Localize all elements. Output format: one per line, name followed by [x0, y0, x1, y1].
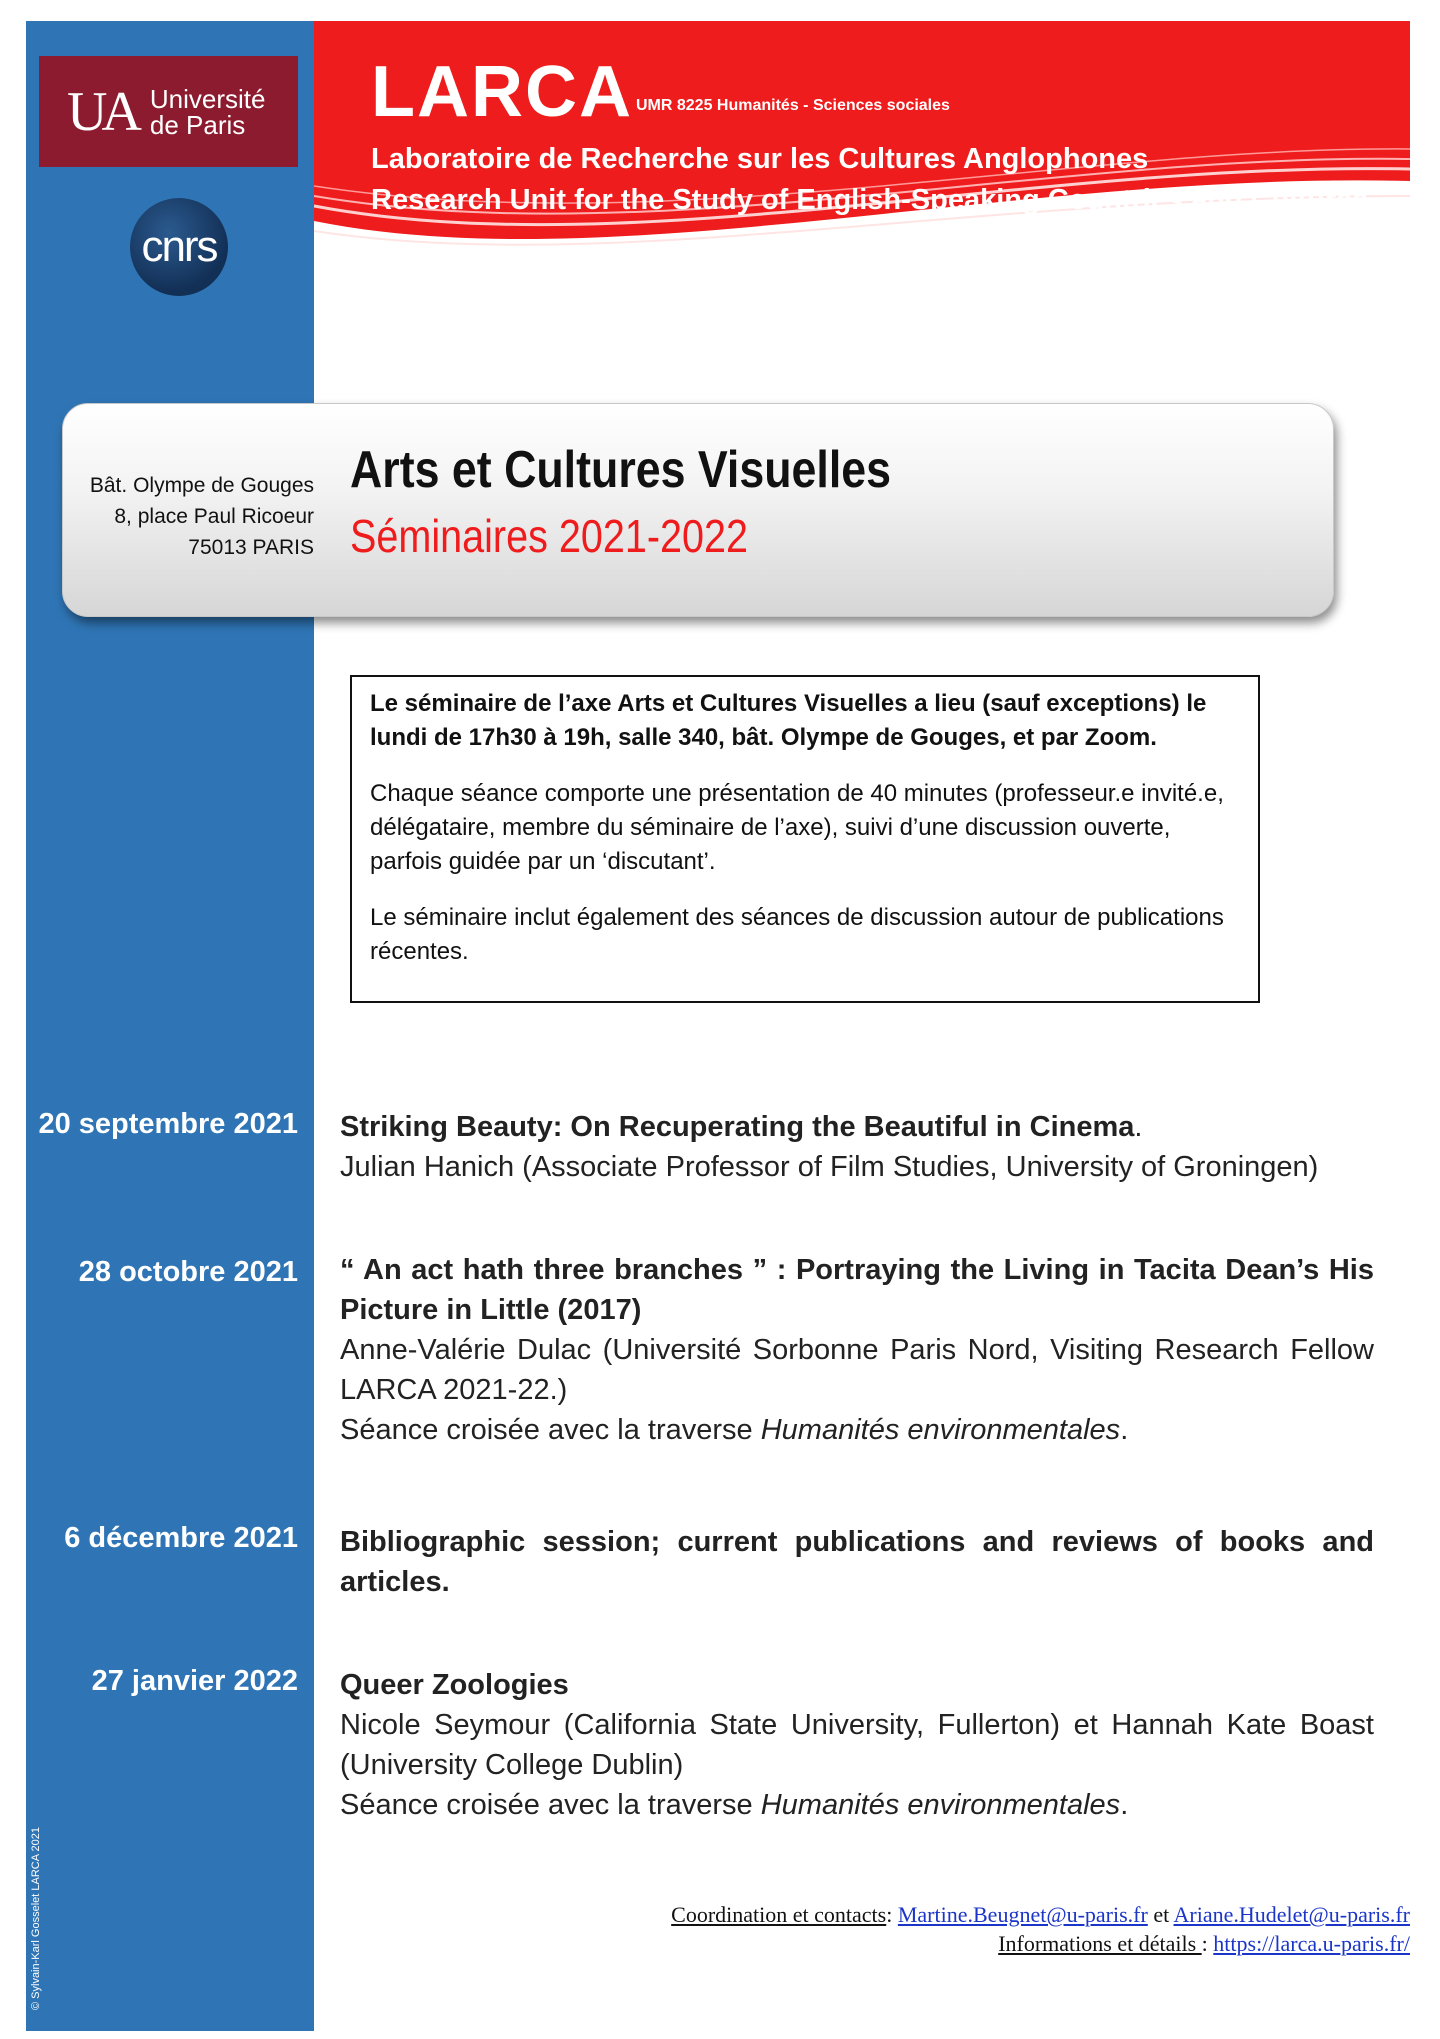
- footer-coordination-line: [671, 1900, 1410, 1929]
- page-title: Arts et Cultures Visuelles: [350, 441, 891, 499]
- session-entry: [340, 1250, 1374, 1450]
- session-entry: [340, 1107, 1374, 1187]
- session-title: [340, 1111, 1142, 1143]
- address: [52, 470, 314, 563]
- footer-info-line: [671, 1929, 1410, 1958]
- session-note-emphasis: Humanités environmentales: [760, 1789, 1121, 1821]
- email-link-hudelet[interactable]: Ariane.Hudelet@u-paris.fr: [1173, 1902, 1410, 1927]
- cnrs-logo-text: cnrs: [141, 222, 217, 271]
- session-speaker: Nicole Seymour (California State University, Fullerton) et Hannah Kate Boast (University College Dublin): [340, 1709, 1374, 1781]
- sidebar: [26, 21, 314, 2031]
- session-note-end: .: [1120, 1789, 1129, 1821]
- coordination-colon: :: [886, 1902, 898, 1927]
- session-speaker: Anne-Valérie Dulac (Université Sorbonne Paris Nord, Visiting Research Fellow LARCA 2021-22.): [340, 1334, 1374, 1406]
- university-emblem-icon: UA: [67, 80, 136, 143]
- session-note-end: .: [1120, 1414, 1129, 1446]
- session-date: 27 janvier 2022: [91, 1665, 298, 1697]
- session-note: [340, 1785, 1374, 1825]
- university-name: [149, 83, 266, 140]
- page-subtitle: Séminaires 2021-2022: [350, 510, 749, 562]
- lab-name-fr: Laboratoire de Recherche sur les Cultures Anglophones: [371, 143, 1149, 175]
- info-separator: :: [1201, 1931, 1214, 1956]
- session-title: Bibliographic session; current publications and reviews of books and articles.: [340, 1526, 1374, 1598]
- address-line1: Bât. Olympe de Gouges: [89, 474, 314, 497]
- email-link-beugnet[interactable]: Martine.Beugnet@u-paris.fr: [897, 1902, 1148, 1927]
- info-paragraph-3: Le séminaire inclut également des séances de discussion autour de publications récentes.: [370, 904, 1224, 965]
- session-note: [340, 1410, 1374, 1450]
- footer-contacts: [671, 1900, 1410, 1958]
- session-note-emphasis: Humanités environmentales: [760, 1414, 1121, 1446]
- session-note-prefix: Séance croisée avec la traverse: [340, 1414, 761, 1446]
- info-box: [350, 675, 1260, 1003]
- coordination-label: Coordination et contacts: [671, 1902, 887, 1927]
- info-intro: Le séminaire de l’axe Arts et Cultures Visuelles a lieu (sauf exceptions) le lundi de 17h30 à 19h, salle 340, bât. Olympe de Gouges, et par Zoom.: [370, 690, 1207, 751]
- session-note-prefix: Séance croisée avec la traverse: [340, 1789, 761, 1821]
- lab-name-en: Research Unit for the Study of English-Speaking Countries and Cultures: [371, 184, 1369, 216]
- university-name-line1: Université: [149, 83, 266, 114]
- address-line2: 8, place Paul Ricoeur: [114, 505, 314, 528]
- session-entry: [340, 1522, 1374, 1602]
- address-line3: 75013 PARIS: [188, 536, 314, 559]
- session-title-end: .: [1134, 1111, 1143, 1143]
- session-date: 6 décembre 2021: [64, 1522, 298, 1554]
- universite-de-paris-logo: [39, 56, 298, 167]
- session-title: Queer Zoologies: [340, 1669, 569, 1701]
- info-label: Informations et détails: [998, 1931, 1202, 1956]
- university-name-line2: de Paris: [149, 109, 246, 140]
- umr-label: UMR 8225 Humanités - Sciences sociales: [636, 97, 950, 114]
- session-title: “ An act hath three branches ” : Portraying the Living in Tacita Dean’s His Picture in Little (2017): [340, 1254, 1374, 1326]
- cnrs-logo: [130, 198, 228, 296]
- website-link[interactable]: https://larca.u-paris.fr/: [1213, 1931, 1410, 1956]
- header-banner: [314, 21, 1410, 279]
- copyright-notice: © Sylvain-Karl Gosselet LARCA 2021: [30, 1827, 42, 2010]
- larca-brand: LARCA: [371, 52, 633, 132]
- footer-et: et: [1147, 1902, 1174, 1927]
- session-date: 20 septembre 2021: [38, 1108, 298, 1140]
- session-title-text: Striking Beauty: On Recuperating the Beautiful in Cinema: [340, 1111, 1135, 1143]
- session-speaker: Julian Hanich (Associate Professor of Film Studies, University of Groningen): [340, 1151, 1319, 1183]
- session-date: 28 octobre 2021: [78, 1256, 298, 1288]
- session-entry: [340, 1665, 1374, 1825]
- info-paragraph-2: Chaque séance comporte une présentation de 40 minutes (professeur.e invité.e, délégataire, membre du séminaire de l’axe), suivi d’une discussion ouverte, parfois guidée par un ‘discutant’.: [370, 780, 1224, 875]
